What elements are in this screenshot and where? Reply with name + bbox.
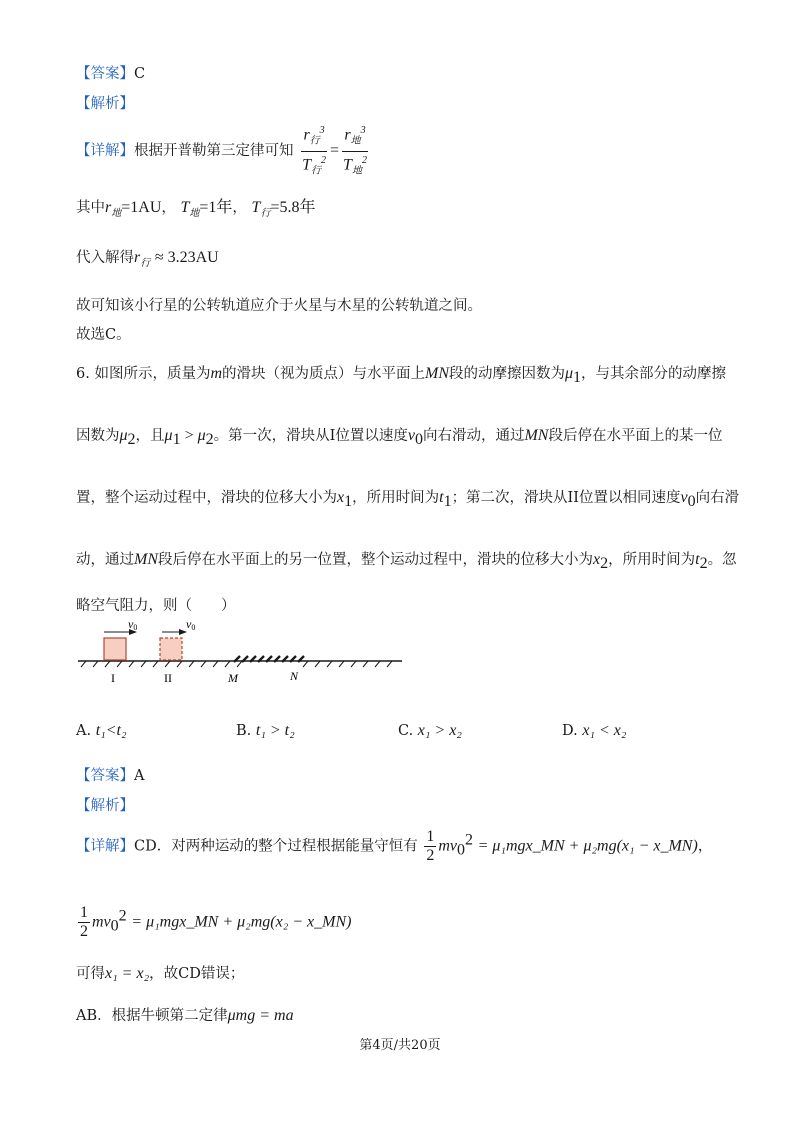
ground-hatching: [81, 661, 392, 667]
q5-where-line: 其中$r_地=1AU$， $T_地=1$年， $T_行=5.8$年: [76, 199, 316, 220]
label-I: I: [111, 671, 115, 685]
q6-answer-line: 【答案】A: [76, 768, 145, 784]
q6-energy-eq-2: $\frac{1}{2}$ $mv_0^2$ = μ₁mgx_MN + μ₂mg(x₂ − x_MN): [80, 904, 352, 940]
q6-stem-line-1: 6. 如图所示，质量为m的滑块（视为质点）与水平面上MN段的动摩擦因数为$\mu_1$，与其余部分的动摩擦: [76, 365, 727, 386]
label-M: M: [228, 671, 238, 685]
q5-analysis-tag: 【解析】: [76, 96, 134, 112]
q6-stem-line-3: 置，整个运动过程中，滑块的位移大小为$x_1$，所用时间为$t_1$；第二次，滑块从II位置以相同速度$v_0$向右滑: [76, 489, 740, 510]
q5-conclusion: 故可知该小行星的公转轨道应介于火星与木星的公转轨道之间。: [76, 298, 482, 314]
q6-detail-line: 【详解】CD．对两种运动的整个过程根据能量守恒有 $\frac{1}{2}$ $mv_0^2$ = μ₁mgx_MN + μ₂mg(x₁ − x_MN)，: [76, 828, 713, 864]
option-d[interactable]: D. x₁ < x₂: [562, 722, 627, 739]
kepler-fraction-left: $\frac{r_行^3}{T_行^2}$: [300, 122, 328, 180]
v0-label-II: v0: [186, 617, 196, 632]
q6-figure: [76, 614, 406, 686]
half-fraction-1: $\frac{1}{2}$: [426, 828, 435, 864]
block-position-I: [104, 638, 126, 660]
option-a[interactable]: A. t₁<t₂: [76, 722, 127, 739]
option-b[interactable]: B. t₁ > t₂: [236, 722, 295, 739]
block-position-II: [160, 638, 182, 660]
label-II: II: [164, 671, 172, 685]
page-footer: 第4页/共20页: [359, 1038, 441, 1053]
option-c[interactable]: C. x₁ > x₂: [398, 722, 462, 739]
q5-substitute-line: 代入解得$r_行 \approx 3.23AU$: [76, 249, 219, 270]
q6-stem-line-4: 动，通过MN段后停在水平面上的另一位置，整个运动过程中，滑块的位移大小为$x_2$，所用时间为$t_2$。忽: [76, 551, 737, 572]
q6-stem-line-5: 略空气阻力，则（ ）: [76, 598, 236, 614]
half-fraction-2: $\frac{1}{2}$: [80, 904, 88, 940]
q5-detail-line: 【详解】根据开普勒第三定律可知 $\frac{r_行^3}{T_行^2}$ = $\frac{r_地^3}{T_地^2}$: [76, 122, 371, 180]
q5-choose: 故选C。: [76, 327, 131, 343]
q6-ab-line: AB．根据牛顿第二定律μmg = ma: [76, 1007, 294, 1024]
q6-analysis-tag: 【解析】: [76, 798, 134, 814]
kepler-fraction-right: $\frac{r_地^3}{T_地^2}$: [341, 122, 369, 180]
q6-conclusion-cd: 可得x₁ = x₂，故CD错误；: [76, 965, 245, 982]
q5-answer-line: 【答案】C: [76, 66, 146, 82]
v0-label-I: v0: [128, 617, 138, 632]
q6-stem-line-2: 因数为$\mu_2$，且$\mu_1 > \mu_2$。第一次，滑块从I位置以速度$v_0$向右滑动，通过MN段后停在水平面上的某一位: [76, 427, 723, 448]
label-N: N: [290, 669, 299, 683]
